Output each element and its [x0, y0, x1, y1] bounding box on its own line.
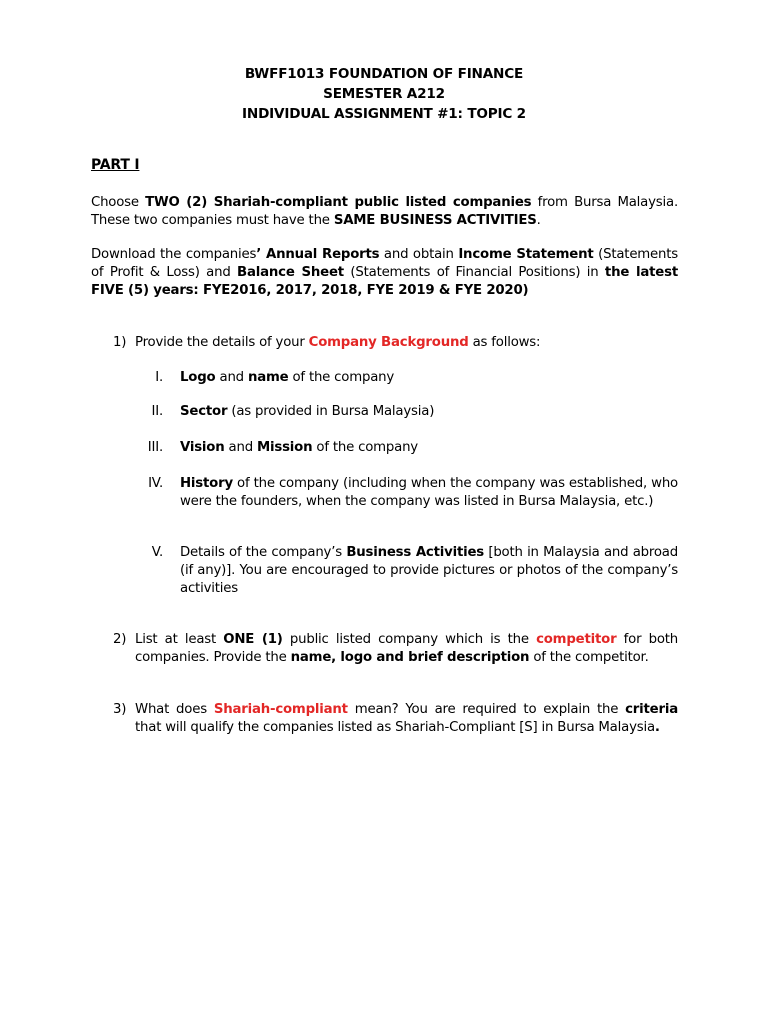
list-item-number: II. — [151, 404, 163, 419]
list-item-number: III. — [147, 440, 163, 455]
question-text: What does Shariah-compliant mean? You are required to explain the criteria that will qualify the companies listed as Shariah-Compliant [S] in Bursa Malaysia. — [135, 702, 678, 735]
question-number: 2) — [113, 632, 127, 647]
course-title: BWFF1013 FOUNDATION OF FINANCE — [244, 66, 524, 82]
question-1 — [113, 334, 678, 352]
list-item-number: IV. — [148, 476, 163, 491]
question-number: 1) — [113, 335, 127, 350]
document-header — [0, 64, 768, 124]
list-item-text: Details of the company’s Business Activities [both in Malaysia and abroad (if any)]. You are encouraged to provide pictures or photos of the company’s activities — [180, 545, 678, 596]
list-item — [135, 403, 678, 421]
list-item-number: I. — [155, 370, 163, 385]
list-item-text: Sector (as provided in Bursa Malaysia) — [180, 404, 435, 419]
intro-paragraph-2: Download the companies’ Annual Reports and obtain Income Statement (Statements of Profit & Loss) and Balance Sheet (Statements of Financial Positions) in the latest FIVE (5) years: FYE2016, 2017, 2018, FYE 2019 & FYE 2020) — [91, 247, 679, 298]
semester-title: SEMESTER A212 — [323, 86, 445, 102]
intro-paragraph-1: Choose TWO (2) Shariah-compliant public listed companies from Bursa Malaysia. These two companies must have the SAME BUSINESS ACTIVITIES. — [91, 195, 678, 228]
assignment-title: INDIVIDUAL ASSIGNMENT #1: TOPIC 2 — [242, 106, 526, 122]
part-heading: PART I — [91, 157, 140, 173]
list-item — [135, 369, 678, 387]
list-item — [135, 439, 678, 457]
question-number: 3) — [113, 702, 127, 717]
list-item — [135, 475, 678, 511]
question-text: List at least ONE (1) public listed company which is the competitor for both companies. Provide the name, logo and brief description of the competitor. — [135, 632, 678, 665]
question-3 — [113, 701, 678, 737]
question-2 — [113, 631, 678, 667]
list-item-number: V. — [151, 545, 163, 560]
question-text: Provide the details of your Company Background as follows: — [135, 335, 541, 350]
list-item-text: Vision and Mission of the company — [180, 440, 418, 455]
list-item-text: History of the company (including when the company was established, who were the founders, when the company was listed in Bursa Malaysia, etc.) — [180, 476, 678, 509]
list-item-text: Logo and name of the company — [180, 370, 395, 385]
list-item — [135, 544, 678, 598]
